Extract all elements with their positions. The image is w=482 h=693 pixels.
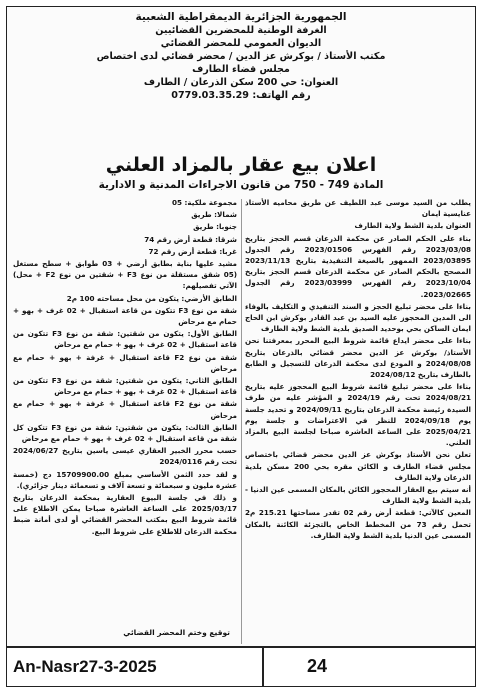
paragraph: شقة من نوع F2 قاعة استقبال + غرفة + بهو + حمام مع مرحاض <box>13 399 237 420</box>
paragraph: أنه سيتم بيع العقار المحجوز الكائن بالمكان المسمى عين الدنيا - بلدية الشط ولاية الطارف <box>245 485 471 506</box>
paragraph: و لقد حدد الثمن الأساسي بمبلغ 15709900.00 دج (خمسة عشرة مليون و سبعمائة و تسعة آلاف و تسعمائة دينار جزائري). <box>13 469 237 490</box>
letterhead <box>7 11 475 102</box>
paragraph: شمالا: طريق <box>191 210 237 220</box>
paragraph: الطابق الأول: يتكون من شقتين: شقة من نوع F3 تتكون من قاعة استقبال + 02 غرف + بهو + حمام مع مرحاض <box>13 329 237 350</box>
page-number: 24 <box>307 656 328 676</box>
page-footer <box>6 646 476 687</box>
paragraph: الطابق الأرضي: يتكون من محل مساحته 100 م2 <box>66 293 237 303</box>
paragraph: بناء على الحكم الصادر عن محكمة الذرعان قسم الحجز بتاريخ 2023/03/08 رقم الفهرس 2023/01506 رقم الجدول 2023/03895 الممهور بالصيغة التنفيذية بتاريخ 2023/11/13 المصحح بالحكم الصادر عن محكمة الذرعان قسم الحجز بتاريخ 2023/10/04 رقم الفهرس 2023/03999 رقم الجدول 2023/02665. <box>245 233 471 299</box>
signature-line: توقيع وختم المحضر القضائي <box>123 628 230 637</box>
paragraph: بناءا على محضر ايداع قائمة شروط البيع المحرر بمعرفتنا نحن الأستاذ/ بوكرش عز الدين محضر قضائي بالذرعان بتاريخ 2024/08/08 و المودع لدى محكمة الذرعان للتسجيل و الطابع بالطارف بتاريخ 2024/08/12 <box>245 336 471 380</box>
paragraph: المعين كالآتي: قطعة أرض رقم 02 تقدر مساحتها 215.21 م2 تحمل رقم 73 من المخطط الخاص بالتجزئة الكائنة بالمكان المسمى عين الدنيا بلدية الشط ولاية الطارف. <box>245 508 471 540</box>
paragraph: بناءا على محضر تبليغ قائمة شروط البيع المحجوز عليه بتاريخ 2024/08/21 تحت رقم 2024/19 و المؤشر عليه من طرف السيدة رئيسة محكمة الذرعان بتاريخ 2024/09/11 و تحديد جلسة يوم 2024/09/18 للنظر في الاعتراضات و جلسة يوم 2025/04/21 على الساعة العاشرة صباحا لجلسة البيع بالمزاد العلني. <box>245 382 471 448</box>
paragraph: مشيد عليها بناية بطابق أرضي + 03 طوابق + سطح مستغل (05 شقق مستقلة من نوع F3 + شقتين من نوع F2 + محل) الآتي تفصيلهم: <box>13 259 237 291</box>
paragraph: شرقا: قطعة أرض رقم 74 <box>144 234 237 244</box>
footer-divider <box>262 648 264 686</box>
right-text-column <box>245 197 471 644</box>
paragraph: تعلن نحن الأستاذ بوكرش عز الدين محضر قضائي باختصاص مجلس قضاء الطارف و الكائن مقره بحي 200 مسكن بلدية الذرعان ولاية الطارف <box>245 450 471 482</box>
paragraph: الطابق الثالث: يتكون من شقتين: شقة من نوع F3 تتكون كل شقة من قاعة استقبال + 02 غرف + بهو + حمام مع مرحاض <box>13 422 237 444</box>
letterhead-line: الغرفة الوطنية للمحضرين القضائيين <box>155 25 327 36</box>
publication-date: An-Nasr27-3-2025 <box>13 657 157 676</box>
letterhead-line: الجمهورية الجزائرية الديمقراطية الشعبية <box>135 11 347 23</box>
paragraph: شقة من نوع F2 قاعة استقبال + غرفة + بهو + حمام مع مرحاض <box>13 352 237 373</box>
paragraph: جنوبا: طريق <box>193 222 237 232</box>
letterhead-line: مكتب الأستاذ / بوكرش عز الدين / محضر قضائي لدى اختصاص <box>96 51 386 62</box>
notice-title: اعلان بيع عقار بالمزاد العلني <box>105 154 377 176</box>
paragraph: مجموعة ملكية: 05 <box>172 198 237 207</box>
paragraph: شقة من نوع F3 تتكون من قاعة استقبال + 02 غرف + بهو + حمام مع مرحاض <box>13 305 237 327</box>
notice-page <box>6 6 476 687</box>
letterhead-line: العنوان: حي 200 سكن الذرعان / الطارف <box>143 77 339 88</box>
left-text-column <box>13 197 237 644</box>
notice-subtitle: المادة 749 - 750 من قانون الاجراءات المدنية و الادارية <box>98 179 384 191</box>
paragraph: العنوان بلدية الشط ولاية الطارف <box>354 221 471 231</box>
paragraph: غربا: قطعة أرض رقم 72 <box>148 246 237 256</box>
letterhead-line: مجلس قضاء الطارف <box>192 64 290 75</box>
column-divider <box>241 199 242 644</box>
phone-number: رقم الهاتف: 0779.03.35.29 <box>171 90 311 101</box>
paragraph: بناءا على محضر تبليغ الحجز و السند التنفيذي و التكليف بالوفاء الى المدين المحجوز عليه السيد بن عبد القادر بوكرش ابن الحاج ايمان الساكن بحي بوحديد الصديق بلدية الشط ولاية الطارف <box>245 301 471 334</box>
paragraph: يطلب من السيد موسى عبد اللطيف عن طريق محاميه الأستاذ عنايسية ايمان <box>245 198 471 219</box>
paragraph: الطابق الثاني: يتكون من شقتين: شقة من نوع F3 تتكون من قاعة استقبال + 02 غرف + بهو + حمام مع مرحاض <box>13 376 237 397</box>
paragraph: و ذلك في جلسة البيوع العقارية بمحكمة الذرعان بتاريخ 2025/03/17 على الساعة العاشرة صباحا يمكن الاطلاع على قائمة شروط البيع بمكتب المحضر القضائي أو لدى أمانة ضبط محكمة الذرعان للاطلاع على شروط البيع. <box>13 493 237 536</box>
paragraph: حسب محرر الخبير العقاري عيسى ياسين بتاريخ 2024/06/27 تحت رقم 2024/0116 <box>13 446 237 467</box>
letterhead-line: الديوان العمومي للمحضر القضائي <box>160 38 322 49</box>
